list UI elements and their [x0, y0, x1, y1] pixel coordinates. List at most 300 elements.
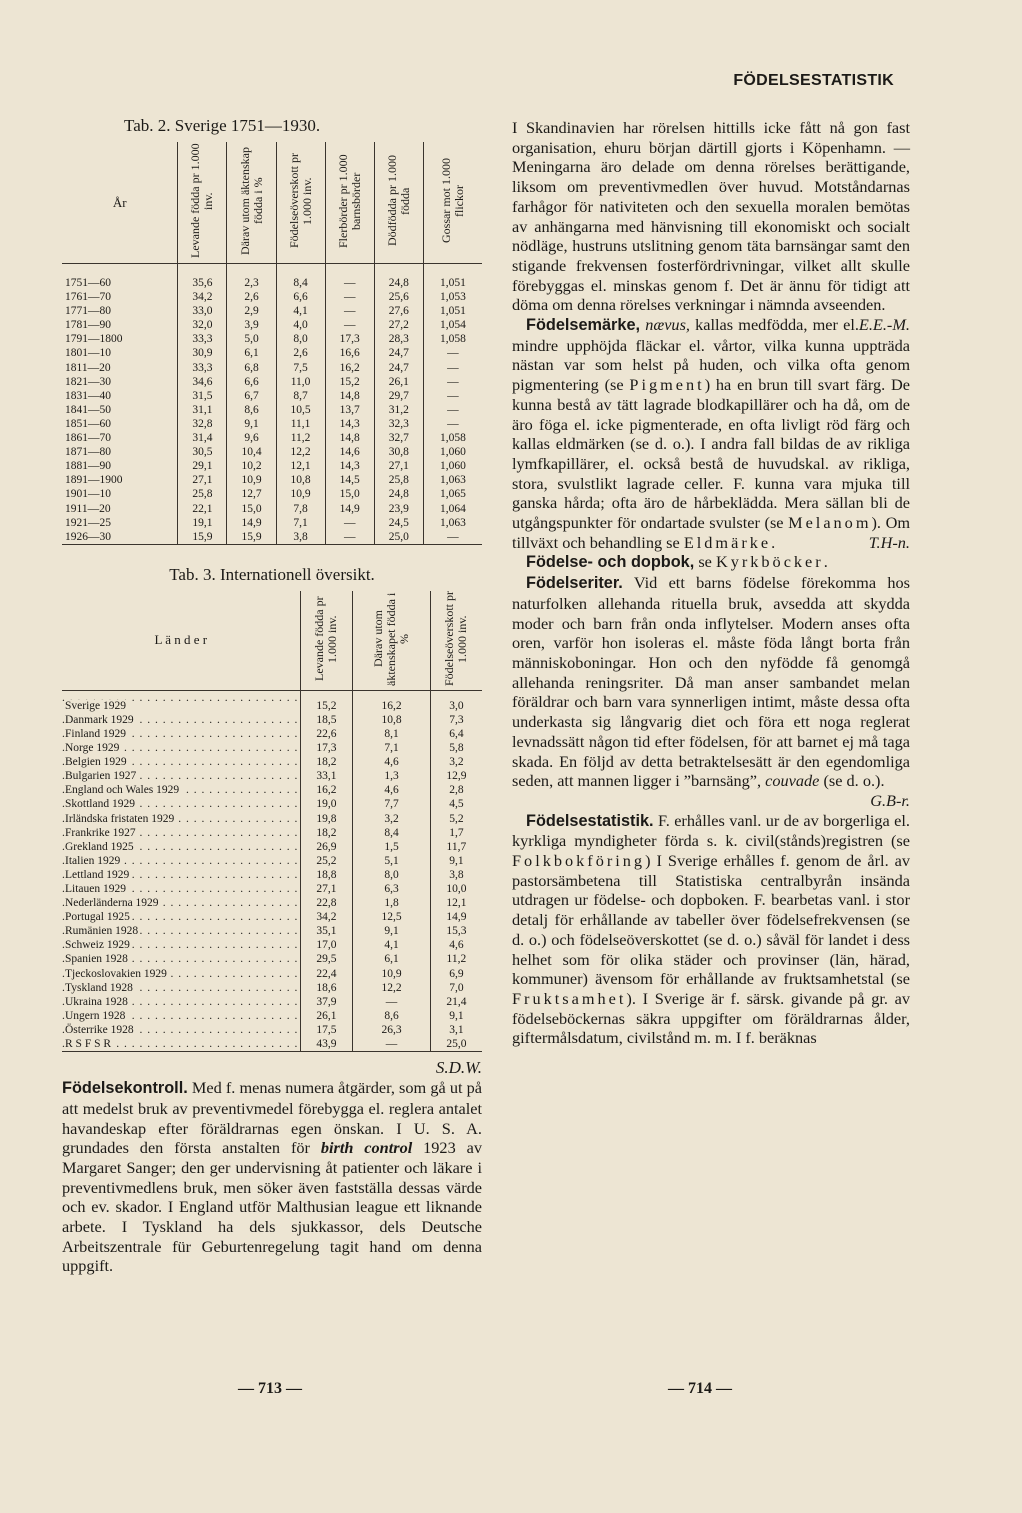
tab2-cell: 1921—25 [65, 516, 111, 529]
tab3-cell: 10,9 [353, 967, 431, 981]
tab3-cell: 6,3 [353, 882, 431, 896]
ref-kyrkbocker: Kyrkböcker [715, 552, 824, 572]
table-row [62, 690, 482, 713]
tab2-cell: — [423, 389, 482, 403]
tab2-cell: 1851—60 [65, 417, 111, 430]
tab3-cell: 19,0 [300, 797, 353, 811]
tab2-cell: 11,2 [276, 431, 325, 445]
tab3-cell: 4,6 [353, 783, 431, 797]
tab2-cell: 29,1 [178, 459, 227, 473]
table-row [62, 924, 482, 938]
tab2-cell: 12,1 [276, 459, 325, 473]
table-row [62, 797, 482, 811]
tab2-header-4 [325, 142, 374, 264]
tab3-cell: 1,7 [430, 826, 482, 840]
tab2-cell: 24,8 [374, 264, 423, 291]
tab3-cell: 1,5 [353, 840, 431, 854]
tab3-cell [62, 826, 300, 840]
tab3-cell: 5,2 [430, 812, 482, 826]
table-row [62, 487, 482, 501]
tab2-cell: 27,1 [178, 473, 227, 487]
tab3-cell: 8,4 [353, 826, 431, 840]
fodelsemarke-heading: Födelsemärke, [526, 316, 641, 335]
tab3-cell [62, 812, 300, 826]
country-label: Finland 1929 [65, 727, 127, 740]
tab3-cell [62, 868, 300, 882]
tab2-cell: 26,1 [374, 375, 423, 389]
tab2-cell: 4,0 [276, 318, 325, 332]
tab3-cell: — [353, 995, 431, 1009]
tab3-cell: 4,6 [353, 755, 431, 769]
tab3-cell: 37,9 [300, 995, 353, 1009]
tab2-cell: — [423, 403, 482, 417]
country-label: Norge 1929 [65, 742, 120, 755]
tab3-cell [62, 755, 300, 769]
tab2-cell: 30,5 [178, 445, 227, 459]
tab2-header-5 [374, 142, 423, 264]
tab3-cell: 27,1 [300, 882, 353, 896]
tab3-header-text-2: Därav utom äktenskapet födda i % [371, 592, 411, 686]
tab3-cell: 3,0 [430, 690, 482, 713]
tab3-cell: 22,6 [300, 727, 353, 741]
tab2-cell: 15,0 [227, 502, 276, 516]
table-row [62, 530, 482, 545]
p4-text2: (se d. o.). [819, 771, 885, 791]
tab2-cell: 5,0 [227, 332, 276, 346]
tab3-header-text-1: Levande födda pr 1.000 inv. [312, 596, 340, 682]
tab2-cell: 10,5 [276, 403, 325, 417]
table-row [62, 896, 482, 910]
tab2-cell: 1,063 [423, 473, 482, 487]
tab2-cell: 3,8 [276, 530, 325, 545]
tab2-cell: — [325, 516, 374, 530]
right-column [512, 118, 910, 1048]
tab2-cell: 33,0 [178, 304, 227, 318]
tab2-cell: 6,8 [227, 361, 276, 375]
tab2-cell: 34,6 [178, 375, 227, 389]
tab3-cell: 8,0 [353, 868, 431, 882]
tab2-cell: — [423, 346, 482, 360]
tab3-cell: 15,2 [300, 690, 353, 713]
table-row [62, 868, 482, 882]
tab3-cell: 9,1 [430, 1009, 482, 1023]
p2-text-c: ). Om tillväxt och behandling se [512, 513, 910, 552]
tab2-cell: 10,9 [276, 487, 325, 501]
tab3-cell: 18,8 [300, 868, 353, 882]
running-head: FÖDELSESTATISTIK [733, 72, 894, 89]
tab3-cell: 10,0 [430, 882, 482, 896]
p5-text-b: ) I Sverige erhålles f. genom de årl. av pastorsämbetena till Statistiska centralbyrån insända utdragen ur födelse- och dopboken. F. bearbetas vanl. i stor detalj för erhållande av tabeller över födelsefrekvensen (se d. o.) och födelseöverskottet (se d. o.) såväl för landet i dess helhet som för olika städer och provinser (län, härad, kommuner) ävensom för erhållande av fruktsamhetstal (se [512, 851, 910, 989]
tab2-cell: 10,9 [227, 473, 276, 487]
table-row [62, 882, 482, 896]
tab3-cell: 33,1 [300, 769, 353, 783]
table-row [62, 826, 482, 840]
tab3-cell: 15,3 [430, 924, 482, 938]
fodelsekontroll-text1: Med f. menas numera åtgärder, som gå ut på att medelst bruk av preventivmedel förebygga el. reglera antalet havandeskap efter föräldrarnas egen önskan. I U. S. A. grundades den första anstalten för [62, 1078, 482, 1158]
tab2-cell: 14,6 [325, 445, 374, 459]
tab3-cell: 34,2 [300, 910, 353, 924]
tab2-cell: 31,4 [178, 431, 227, 445]
tab3-cell: 18,6 [300, 981, 353, 995]
tab3-cell: 5,8 [430, 741, 482, 755]
p3-text: se [694, 552, 716, 572]
fodelseriter-paragraph [512, 573, 910, 810]
ref-melanom: Melanom [788, 513, 872, 533]
tab3-cell: 6,9 [430, 967, 482, 981]
tab2-cell: 9,1 [227, 417, 276, 431]
table-row [62, 375, 482, 389]
tab3-cell: 26,1 [300, 1009, 353, 1023]
p1-signature: E.E.-M. [858, 315, 910, 335]
tab2-cell: 15,9 [178, 530, 227, 545]
tab3-table [62, 591, 482, 1054]
country-label: R S F S R [65, 1038, 112, 1051]
naevus-italic: nævus, [645, 315, 690, 335]
tab3-cell: 25,2 [300, 854, 353, 868]
tab2-cell: 15,2 [325, 375, 374, 389]
table-row [62, 459, 482, 473]
tab2-cell: 32,0 [178, 318, 227, 332]
tab3-cell: 26,9 [300, 840, 353, 854]
country-label: Ukraina 1928 [65, 995, 128, 1008]
tab3-cell [62, 797, 300, 811]
table-row [62, 755, 482, 769]
tab2-cell: 24,7 [374, 346, 423, 360]
table-row [62, 417, 482, 431]
tab3-cell [62, 783, 300, 797]
tab2-header-1 [178, 142, 227, 264]
tab3-cell [62, 910, 300, 924]
tab2-cell: 1781—90 [65, 319, 111, 332]
tab2-cell: 1821—30 [65, 375, 111, 388]
tab2-cell: 6,1 [227, 346, 276, 360]
tab2-cell: 7,5 [276, 361, 325, 375]
country-label: Irländska fristaten 1929 [65, 812, 175, 825]
dopbok-heading: Födelse- och dopbok, [526, 553, 695, 572]
table-row [62, 332, 482, 346]
tab3-cell: 21,4 [430, 995, 482, 1009]
ref-eldmarke: Eldmärke [683, 532, 772, 552]
tab3-cell: 19,8 [300, 812, 353, 826]
tab2-cell: 14,5 [325, 473, 374, 487]
tab2-cell: — [325, 290, 374, 304]
tab3-cell: 7,1 [353, 741, 431, 755]
tab3-cell: 26,3 [353, 1023, 431, 1037]
tab2-cell: — [423, 417, 482, 431]
table-row [62, 318, 482, 332]
tab2-cell: 16,2 [325, 361, 374, 375]
country-label: Österrike 1928 [65, 1023, 134, 1036]
tab3-cell: 2,8 [430, 783, 482, 797]
tab3-cell: 11,2 [430, 952, 482, 966]
tab2-cell: 32,3 [374, 417, 423, 431]
tab2-cell: 24,8 [374, 487, 423, 501]
tab3-cell: 4,6 [430, 938, 482, 952]
table-row [62, 854, 482, 868]
tab2-cell: 25,8 [374, 473, 423, 487]
tab3-title: Tab. 3. Internationell översikt. [169, 564, 375, 584]
country-label: Spanien 1928 [65, 953, 128, 966]
country-label: Italien 1929 [65, 854, 121, 867]
tab3-cell: 3,8 [430, 868, 482, 882]
tab3-cell [62, 995, 300, 1009]
tab2-cell: 1891—1900 [65, 474, 123, 487]
tab2-cell: 14,8 [325, 431, 374, 445]
tab2-cell: 16,6 [325, 346, 374, 360]
tab2-cell: 27,6 [374, 304, 423, 318]
table-row [62, 516, 482, 530]
tab2-table [62, 142, 482, 547]
ref-folkbokforing: Folkbokföring [512, 851, 646, 871]
tab2-cell: 8,4 [276, 264, 325, 291]
tab2-cell: 1791—1800 [65, 333, 123, 346]
tab2-cell: 24,5 [374, 516, 423, 530]
table-row [62, 1009, 482, 1023]
tab3-cell: 12,2 [353, 981, 431, 995]
tab2-cell: 1,058 [423, 332, 482, 346]
tab3-cell: 17,0 [300, 938, 353, 952]
country-label: Litauen 1929 [65, 883, 126, 895]
tab2-cell: 14,9 [325, 502, 374, 516]
table-row [62, 1023, 482, 1037]
tab2-cell: 10,4 [227, 445, 276, 459]
tab2-cell: 1,063 [423, 516, 482, 530]
tab3-cell: 18,5 [300, 713, 353, 727]
tab2-cell: 1771—80 [65, 305, 111, 318]
tab3-cell: 6,1 [353, 952, 431, 966]
tab2-cell: 15,9 [227, 530, 276, 545]
tab3-header-text-0: L ä n d e r [154, 632, 208, 648]
tab2-cell: 1,065 [423, 487, 482, 501]
tab2-cell: 14,3 [325, 417, 374, 431]
table-row [62, 264, 482, 291]
country-label: Tjeckoslovakien 1929 [65, 967, 167, 980]
tab3-cell [62, 896, 300, 910]
p5-text-a: F. erhålles vanl. ur de av borgerliga el. kyrkliga myndigheter förda s. k. civil(stånds)registren (se [512, 810, 910, 851]
tab3-cell: 9,1 [353, 924, 431, 938]
tab2-cell: 1911—20 [65, 502, 111, 515]
left-column [62, 116, 482, 1276]
tab2-cell: 1761—70 [65, 291, 111, 304]
tab2-cell: 10,8 [276, 473, 325, 487]
country-label: Portugal 1925 [65, 911, 130, 924]
table-row [62, 727, 482, 741]
p1-text: I Skandinavien har rörelsen hittills icke fått nå gon fast organisation, ehuru början därtill gjorts i Köpenhamn. — Meningarna äro delade om denna rörelses berättigande, liksom om preventivmedlen över huvud. Motståndarnas farhågor för nativiteten och den sexuella moralen bemötas av anhängarna med hänvisning till ekonomiskt och socialt nödläge, hustruns utslitning genom täta barnsängar samt den stigande frekvensen fosterfördrivningar, vilket allt skulle förebyggas el. minskas genom f. Det är ännu för tidigt att döma om denna rörelses verkningar i nämnda avseenden. [512, 118, 910, 315]
country-label: Grekland 1925 [65, 840, 134, 853]
tab2-cell: 1,054 [423, 318, 482, 332]
p2-text-d: . [771, 532, 776, 552]
tab2-cell: — [423, 530, 482, 545]
tab2-cell: 1811—20 [65, 361, 111, 374]
tab3-header-1 [300, 591, 353, 691]
tab3-cell [62, 981, 300, 995]
tab2-cell: 25,0 [374, 530, 423, 545]
tab2-cell: 30,9 [178, 346, 227, 360]
tab3-cell: 4,5 [430, 797, 482, 811]
tab2-cell: 9,6 [227, 431, 276, 445]
tab2-cell: 31,1 [178, 403, 227, 417]
fodelsestatistik-heading: Födelsestatistik. [526, 811, 654, 830]
tab2-cell: 6,6 [227, 375, 276, 389]
tab2-cell: 14,8 [325, 389, 374, 403]
tab2-cell: 33,3 [178, 361, 227, 375]
tab2-cell: 2,9 [227, 304, 276, 318]
tab3-cell [62, 741, 300, 755]
table-row [62, 473, 482, 487]
tab2-cell: 22,1 [178, 502, 227, 516]
tab2-cell: 1,064 [423, 502, 482, 516]
tab2-cell: 6,6 [276, 290, 325, 304]
tab3-cell [62, 840, 300, 854]
tab2-cell: 1801—10 [65, 347, 111, 360]
tab3-cell: 3,2 [430, 755, 482, 769]
tab2-cell: 33,3 [178, 332, 227, 346]
fodelsekontroll-paragraph [62, 1078, 482, 1276]
table-row [62, 910, 482, 924]
tab2-cell: 11,1 [276, 417, 325, 431]
tab3-header-3 [430, 591, 482, 691]
tab3-cell: 12,9 [430, 769, 482, 783]
tab2-cell: 8,7 [276, 389, 325, 403]
tab3-cell: 35,1 [300, 924, 353, 938]
tab2-cell: 2,6 [227, 290, 276, 304]
tab2-cell: 34,2 [178, 290, 227, 304]
country-label: Schweiz 1929 [65, 939, 130, 952]
tab2-header-6 [423, 142, 482, 264]
tab3-cell [62, 1023, 300, 1037]
tab3-cell [62, 924, 300, 938]
table-row [62, 290, 482, 304]
tab2-cell: 27,2 [374, 318, 423, 332]
tab3-cell: 29,5 [300, 952, 353, 966]
tab2-cell: 23,9 [374, 502, 423, 516]
tab2-cell: 35,6 [178, 264, 227, 291]
tab3-cell [62, 882, 300, 896]
tab3-cell: 3,2 [353, 812, 431, 826]
table-row [62, 938, 482, 952]
tab3-cell: 8,1 [353, 727, 431, 741]
p2-text-a: kallas medfödda, mer el. mindre upphöjda fläckar el. vårtor, vilka kunna uppträda nästan var som helst på huden, och vilka ofta genom pigmentering (se [512, 315, 910, 395]
table-row [62, 995, 482, 1009]
fodelsemarke-paragraph [512, 315, 910, 552]
tab2-cell: 32,7 [374, 431, 423, 445]
tab3-cell: 11,7 [430, 840, 482, 854]
tab2-cell: 1,051 [423, 304, 482, 318]
country-label: Nederländerna 1929 [65, 897, 159, 910]
tab3-cell: 16,2 [353, 690, 431, 713]
tab3-cell [62, 938, 300, 952]
tab3-cell: — [353, 1037, 431, 1052]
tab3-cell: 6,4 [430, 727, 482, 741]
tab2-cell: 1751—60 [65, 277, 111, 289]
tab2-cell: 10,2 [227, 459, 276, 473]
tab2-cell: 7,1 [276, 516, 325, 530]
tab2-cell: 1901—10 [65, 488, 111, 501]
tab2-cell: 1,058 [423, 431, 482, 445]
tab2-cell: 31,5 [178, 389, 227, 403]
tab3-cell [62, 967, 300, 981]
tab3-cell [62, 690, 300, 713]
table-row [62, 389, 482, 403]
tab2-cell: 19,1 [178, 516, 227, 530]
tab2-cell: 11,0 [276, 375, 325, 389]
table-row [62, 361, 482, 375]
tab2-cell: 32,8 [178, 417, 227, 431]
country-label: Rumänien 1928 [65, 925, 139, 938]
tab2-cell: 27,1 [374, 459, 423, 473]
fodelsekontroll-italic: birth control [320, 1138, 413, 1158]
table-row [62, 812, 482, 826]
tab2-cell: 12,2 [276, 445, 325, 459]
tab2-cell: 2,3 [227, 264, 276, 291]
tab3-cell: 1,3 [353, 769, 431, 783]
tab3-cell: 12,5 [353, 910, 431, 924]
tab3-cell: 22,8 [300, 896, 353, 910]
tab2-cell: 1831—40 [65, 389, 111, 402]
dopbok-paragraph [512, 552, 910, 573]
tab2-cell: 1881—90 [65, 460, 111, 473]
tab2-cell: — [325, 304, 374, 318]
table-row [62, 981, 482, 995]
tab3-cell [62, 1009, 300, 1023]
tab3-cell: 8,6 [353, 1009, 431, 1023]
tab2-cell: 8,0 [276, 332, 325, 346]
tab2-cell: 28,3 [374, 332, 423, 346]
country-label: Belgien 1929 [65, 756, 127, 769]
tab3-cell: 17,3 [300, 741, 353, 755]
tab2-header-text-5: Dödfödda pr 1.000 födda [384, 155, 412, 247]
table-row [62, 967, 482, 981]
tab3-cell: 14,9 [430, 910, 482, 924]
tab2-header-0 [62, 142, 178, 264]
p2-text-b: ) ha en brun till svart färg. De kunna bestå av tätt lagrade blodkapillärer och ha då, om de äro föga el. icke pigmenterade, en ofta livligt röd färg och kallas eldmärken (se d. o.). I andra fall bildas de av rikliga lymfkapillärer, el. också bestå de huvudskal. av rikliga, stora, svulstlikt lagrade celler. F. kunna vara mjuka till ganska hårda; ofta äro de hårbeklädda. Mera sällan bli de utgångspunkter för ondartade svulster (se [512, 375, 910, 533]
tab2-header-2 [227, 142, 276, 264]
tab2-cell: 17,3 [325, 332, 374, 346]
table-row [62, 346, 482, 360]
tab3-cell: 22,4 [300, 967, 353, 981]
table-row [62, 741, 482, 755]
tab3-cell: 18,2 [300, 755, 353, 769]
tab3-cell [62, 713, 300, 727]
p4-text: Vid ett barns födelse förekomma hos naturfolken allehanda rituella bruk, avsedda att skydda moder och barn från onda inflytelser. Modern anses ofta oren, varför hon isoleras el. måste föda långt borta från människoboningar. Hon och den nyfödde få genomgå allehanda reningsriter. Då man anser sambandet melan föräldrar och barn vara synnerligen intimt, måste dessa ofta underkasta sig långvarig diet och föra ett noga reglerat levnadssätt någon tid efter födelsen, för att barnet ej må taga skada. En följd av detta betraktelsesätt är den egendomliga seden, att mannen ligger i ”barnsäng”, [512, 573, 910, 791]
page-number-714: — 714 — [668, 1380, 732, 1397]
tab3-cell: 10,8 [353, 713, 431, 727]
tab3-cell: 12,1 [430, 896, 482, 910]
tab2-cell: 30,8 [374, 445, 423, 459]
tab2-cell: — [423, 375, 482, 389]
tab2-title: Tab. 2. Sverige 1751—1930. [124, 116, 321, 135]
table-row [62, 502, 482, 516]
table-row [62, 1037, 482, 1052]
p3-end: . [823, 552, 828, 572]
table-row [62, 769, 482, 783]
tab3-cell: 1,8 [353, 896, 431, 910]
tab2-cell: — [423, 361, 482, 375]
tab2-cell: 14,9 [227, 516, 276, 530]
tab2-header-text-4: Flerbörder pr 1.000 barnsbörder [335, 154, 363, 248]
tab2-cell: — [325, 264, 374, 291]
tab3-cell: 25,0 [430, 1037, 482, 1052]
p5-text-c: ). I Sverige är f. särsk. givande på gr. av födelseböckernas säkra uppgifter om föräldrarnas ålder, giftermålsdatum, civilstånd m. m. I f. beräknas [512, 988, 910, 1048]
tab2-cell: 1,051 [423, 264, 482, 291]
country-label: England och Wales 1929 [65, 784, 180, 797]
country-label: Ungern 1928 [65, 1009, 126, 1022]
tab3-header-text-3: Födelseöverskott pr 1.000 inv. [442, 591, 470, 687]
tab2-header-text-1: Levande födda pr 1.000 inv. [188, 143, 216, 259]
tab2-cell: 31,2 [374, 403, 423, 417]
table-row [62, 840, 482, 854]
table-row [62, 952, 482, 966]
